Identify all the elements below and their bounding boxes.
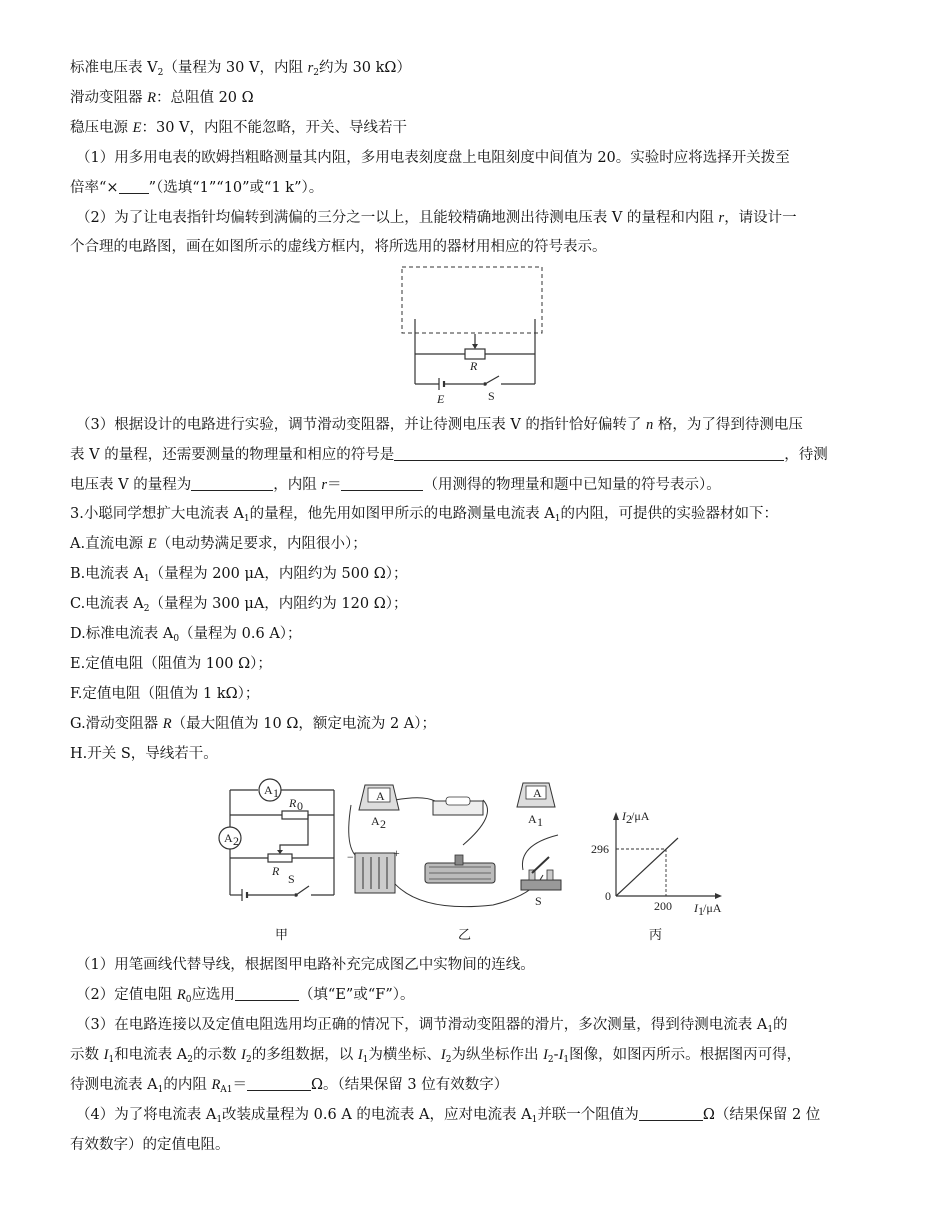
item-f: F.定值电阻（阻值为 1 kΩ）； bbox=[70, 686, 260, 702]
svg-text:296: 296 bbox=[591, 842, 609, 856]
switch-label: S bbox=[488, 389, 495, 403]
svg-text:/μA: /μA bbox=[703, 901, 722, 915]
question-3-line-2: 表 V 的量程，还需要测量的物理量和相应的符号是 ，待测 bbox=[70, 447, 828, 463]
circuit-diagram-jia bbox=[212, 775, 342, 905]
caption-jia: 甲 bbox=[275, 928, 289, 943]
caption-bing: 丙 bbox=[649, 928, 663, 943]
item-g: G.滑动变阻器 R（最大阻值为 10 Ω，额定电流为 2 A）； bbox=[70, 716, 437, 732]
question-3-line-1: （3）根据设计的电路进行实验，调节滑动变阻器，并让待测电压表 V 的指针恰好偏转了 n 格，为了得到待测电压 bbox=[76, 417, 803, 433]
text-line-rheostat: 滑动变阻器 R：总阻值 20 Ω bbox=[70, 90, 254, 106]
svg-text:I: I bbox=[622, 809, 626, 823]
question-3-line-3: 电压表 V 的量程为 ，内阻 r＝ （用测得的物理量和题中已知量的符号表示）。 bbox=[70, 477, 721, 493]
ammeter-a1-device bbox=[517, 783, 555, 829]
rheostat-device bbox=[425, 855, 495, 883]
svg-text:A: A bbox=[224, 831, 233, 845]
question-1-line-2: 倍率“× ”（选填“1”“10”或“1 k”）。 bbox=[70, 180, 324, 196]
answer-blank[interactable] bbox=[247, 1076, 311, 1091]
problem-3-intro: 3.小聪同学想扩大电流表 $A_1$的量程，他先用如图甲所示的电路测量电流表 $A_1$的内阻，可提供的实验器材如下： bbox=[70, 506, 778, 524]
svg-text:−: − bbox=[347, 850, 354, 864]
dashed-design-box bbox=[402, 267, 542, 333]
question-2-line-2: 个合理的电路图，画在如图所示的虚线方框内，将所选用的器材用相应的符号表示。 bbox=[70, 239, 607, 255]
sub-question-4-line-2: 有效数字）的定值电阻。 bbox=[70, 1137, 230, 1153]
svg-text:S: S bbox=[288, 872, 295, 886]
resistor-box-device bbox=[433, 797, 483, 815]
graph-bing bbox=[590, 808, 740, 918]
svg-text:1: 1 bbox=[273, 786, 279, 800]
item-d: D.标准电流表 $A_0$（量程为 0.6 A）； bbox=[70, 626, 302, 644]
i2-i1-line bbox=[616, 838, 678, 896]
resistor-r0-symbol bbox=[282, 811, 308, 819]
svg-text:1: 1 bbox=[698, 904, 704, 918]
switch-symbol bbox=[485, 376, 499, 384]
svg-text:R: R bbox=[272, 864, 280, 878]
question-1-line-1: （1）用多用电表的欧姆挡粗略测量其内阻，多用电表刻度盘上电阻刻度中间值为 20。实验时应将选择开关拨至 bbox=[76, 150, 790, 166]
question-2-line-1: （2）为了让电表指针均偏转到满偏的三分之一以上，且能较精确地测出待测电压表 V 的量程和内阻 r，请设计一 bbox=[76, 210, 797, 226]
text-line-v2: 标准电压表 $V_2$（量程为 30 V，内阻 $r_2$约为 30 kΩ） bbox=[70, 60, 411, 78]
text-line-power: 稳压电源 E：30 V，内阻不能忽略，开关、导线若干 bbox=[70, 120, 407, 136]
svg-text:2: 2 bbox=[380, 817, 386, 831]
caption-yi: 乙 bbox=[458, 928, 472, 943]
answer-blank[interactable] bbox=[119, 179, 149, 194]
svg-text:R: R bbox=[289, 796, 297, 810]
answer-blank[interactable] bbox=[639, 1106, 703, 1121]
answer-blank[interactable] bbox=[394, 446, 784, 461]
svg-text:/μA: /μA bbox=[631, 809, 650, 823]
svg-text:A: A bbox=[533, 786, 542, 800]
sub-question-4-line-1: （4）为了将电流表 $A_1$改装成量程为 0.6 A 的电流表 A，应对电流表 $A_1$并联一个阻值为 Ω（结果保留 2 位 bbox=[76, 1107, 821, 1125]
item-c: C.电流表 $A_2$（量程为 300 μA，内阻约为 120 Ω）； bbox=[70, 596, 408, 614]
svg-text:A: A bbox=[528, 812, 537, 826]
sub-question-3-line-2: 示数 $I_1$和电流表 $A_2$的示数 $I_2$的多组数据，以 $I_1$为横坐标、$I_2$为纵坐标作出 $I_2-I_1$图像，如图丙所示。根据图丙可得， bbox=[70, 1047, 802, 1065]
svg-text:I: I bbox=[694, 901, 698, 915]
switch-symbol bbox=[296, 886, 309, 895]
svg-text:A: A bbox=[264, 783, 273, 797]
item-h: H.开关 S，导线若干。 bbox=[70, 746, 218, 762]
svg-text:A: A bbox=[371, 814, 380, 828]
sub-question-1: （1）用笔画线代替导线，根据图甲电路补充完成图乙中实物间的连线。 bbox=[76, 957, 535, 973]
sub-question-2: （2）定值电阻 $R_0$应选用 （填“E”或“F”）。 bbox=[76, 987, 415, 1005]
sub-question-3-line-3: 待测电流表 $A_1$的内阻 $R_{A1}= \Omega$。（结果保留 3 位有效数字） bbox=[70, 1077, 509, 1095]
svg-text:2: 2 bbox=[233, 834, 239, 848]
answer-blank[interactable] bbox=[235, 986, 299, 1001]
apparatus-picture-yi bbox=[343, 775, 573, 915]
item-e: E.定值电阻（阻值为 100 Ω）； bbox=[70, 656, 272, 672]
answer-blank[interactable] bbox=[341, 476, 423, 491]
rheostat-r-symbol bbox=[268, 854, 292, 862]
rheostat-label: R bbox=[470, 359, 478, 373]
battery-device bbox=[347, 846, 400, 893]
svg-text:0: 0 bbox=[605, 889, 611, 903]
svg-text:1: 1 bbox=[537, 815, 543, 829]
svg-text:0: 0 bbox=[297, 799, 303, 813]
svg-text:A: A bbox=[376, 789, 385, 803]
svg-text:S: S bbox=[535, 894, 542, 908]
source-label: E bbox=[437, 392, 445, 406]
item-a: A.直流电源 E（电动势满足要求，内阻很小）； bbox=[70, 536, 367, 552]
ammeter-a2-device bbox=[359, 785, 399, 831]
svg-text:+: + bbox=[393, 846, 400, 860]
dashed-box-circuit-figure bbox=[395, 262, 555, 407]
svg-text:200: 200 bbox=[654, 899, 672, 913]
svg-text:2: 2 bbox=[626, 812, 632, 826]
sub-question-3-line-1: （3）在电路连接以及定值电阻选用均正确的情况下，调节滑动变阻器的滑片，多次测量，得到待测电流表 $A_1$的 bbox=[76, 1017, 788, 1035]
answer-blank[interactable] bbox=[191, 476, 273, 491]
rheostat-symbol bbox=[465, 349, 485, 359]
item-b: B.电流表 $A_1$（量程为 200 μA，内阻约为 500 Ω）； bbox=[70, 566, 408, 584]
switch-device bbox=[521, 857, 561, 908]
